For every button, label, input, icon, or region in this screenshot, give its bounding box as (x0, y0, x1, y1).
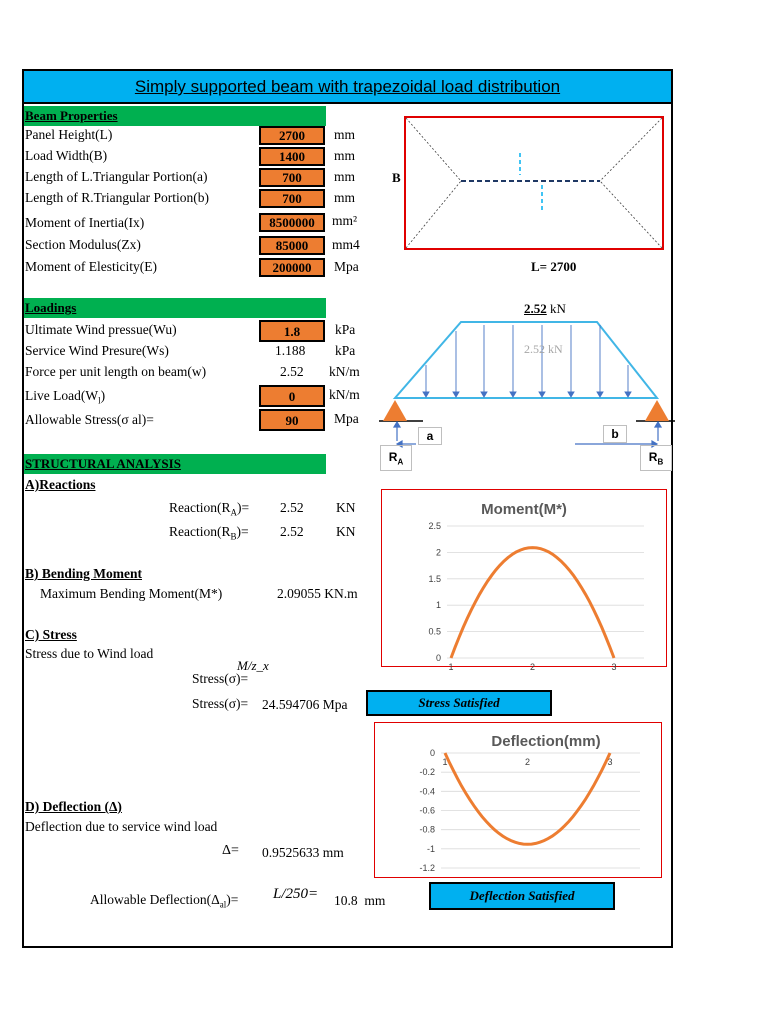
unit: mm (334, 127, 356, 142)
input-right-triangle[interactable]: 700 (259, 189, 325, 208)
y-tick-label: -0.8 (419, 824, 435, 835)
dimension-a-label: a (418, 427, 442, 445)
section-structural-analysis (24, 454, 326, 474)
input-section-modulus[interactable]: 85000 (259, 236, 325, 255)
deflection-value: 0.9525633 mm (262, 845, 344, 860)
reaction-a-label: $R_A$ (380, 445, 412, 471)
unit: mm4 (332, 237, 360, 252)
input-allowable-stress[interactable]: 90 (259, 409, 325, 431)
y-tick-label: 1.5 (428, 573, 441, 584)
section-beam-properties (24, 106, 326, 126)
y-tick-label: -0.2 (419, 767, 435, 778)
y-tick-label: 1 (435, 600, 441, 611)
y-tick-label: 2 (435, 547, 441, 558)
deflection-description: Deflection due to service wind load (25, 819, 218, 834)
row-label-elasticity: Moment of Elesticity(E) (25, 259, 157, 274)
moment-chart-plot (382, 490, 666, 672)
deflection-chart (374, 722, 662, 878)
y-tick-label: 2.5 (428, 521, 441, 531)
unit: Mpa (334, 259, 359, 274)
row-label-live-load: Live $Load(W_l)$ (25, 388, 106, 406)
panel-b-label: B (392, 170, 401, 185)
stress-equation-label: Stress(σ)= (192, 671, 249, 686)
y-tick-label: -0.4 (419, 786, 435, 797)
y-tick-label: 0 (429, 748, 435, 758)
unit: kPa (335, 322, 356, 337)
deflection-status-badge: Deflection Satisfied (429, 882, 615, 910)
x-tick-label: 3 (607, 757, 613, 767)
value-ws: 1.188 (275, 343, 306, 358)
reaction-b-label-text: $Reaction(R_B)=$ (169, 524, 249, 542)
stress-result-label: Stress(σ)= (192, 696, 249, 711)
y-tick-label: 0.5 (428, 626, 441, 637)
stress-value: 24.594706 Mpa (262, 697, 348, 712)
unit: mm (334, 169, 356, 184)
row-label-allowable-stress: Allowable Stress(σ al)= (25, 412, 154, 427)
unit: mm (334, 148, 356, 163)
row-label-section-modulus: Section Modulus(Zx) (25, 237, 141, 252)
x-tick-label: 1 (448, 662, 454, 672)
calculation-sheet (22, 69, 673, 948)
reaction-b-label: $R_B$ (640, 445, 672, 471)
unit: kPa (335, 343, 356, 358)
section-title: STRUCTURAL ANALYSIS (25, 456, 181, 471)
input-load-width[interactable]: 1400 (259, 147, 325, 166)
reaction-a-label-text: $Reaction(R_A)=$ (169, 500, 250, 518)
moment-label: Maximum Bending Moment(M*) (40, 586, 223, 601)
input-elasticity[interactable]: 200000 (259, 258, 325, 277)
y-tick-label: -0.6 (419, 805, 435, 816)
unit: Mpa (334, 411, 359, 426)
moment-chart (381, 489, 667, 672)
chart-title: Moment(M*) (481, 501, 567, 518)
stress-status-badge: Stress Satisfied (366, 690, 552, 716)
deflection-header: D) Deflection (Δ) (25, 799, 122, 814)
deflection-chart-plot (375, 723, 661, 877)
x-tick-label: 2 (524, 757, 531, 767)
allowable-deflection-formula: L/250= (273, 886, 319, 902)
panel-l-label: L= 2700 (531, 259, 577, 274)
stress-description: Stress due to Wind load (25, 646, 154, 661)
deflection-label: Δ= (222, 843, 239, 858)
input-panel-height[interactable]: 2700 (259, 126, 325, 145)
dimension-b-label: b (603, 425, 627, 443)
title-bar (24, 71, 671, 104)
row-label-w: Force per unit length on beam(w) (25, 364, 207, 379)
unit: kN/m (329, 364, 360, 379)
section-loadings (24, 298, 326, 318)
input-inertia[interactable]: 8500000 (259, 213, 325, 232)
y-tick-label: -1 (426, 843, 435, 854)
x-tick-label: 2 (529, 662, 536, 672)
y-tick-label: 0 (435, 653, 441, 663)
row-label-panel-height: Panel Height(L) (25, 127, 113, 142)
unit: mm (334, 190, 356, 205)
load-top-label: 2.52 kN (524, 301, 566, 316)
row-label-left-triangle: Length of L.Triangular Portion(a) (25, 169, 208, 184)
unit: KN (336, 524, 356, 539)
series-line (451, 548, 614, 658)
page-title: Simply supported beam with trapezoidal load distribution (134, 77, 561, 96)
unit: mm² (332, 213, 358, 228)
unit: kN/m (329, 387, 360, 402)
x-tick-label: 3 (611, 662, 617, 672)
unit: KN (336, 500, 356, 515)
allowable-deflection-label: Allowable $Deflection(\Delta_{al})=$ (90, 892, 239, 910)
row-label-ws: Service Wind Presure(Ws) (25, 343, 169, 358)
chart-title: Deflection(mm) (491, 733, 601, 750)
allowable-deflection-value: 10.8 mm (334, 893, 386, 908)
input-left-triangle[interactable]: 700 (259, 168, 325, 187)
input-wu[interactable]: 1.8 (259, 320, 325, 342)
moment-header: B) Bending Moment (25, 566, 143, 581)
reactions-header: A)Reactions (25, 477, 96, 492)
stress-formula: M/z_x (237, 658, 269, 673)
x-tick-label: 1 (442, 757, 448, 767)
y-tick-label: -1.2 (419, 863, 435, 873)
row-label-inertia: Moment of Inertia(Ix) (25, 215, 145, 230)
stress-header: C) Stress (25, 627, 77, 642)
row-label-load-width: Load Width(B) (25, 148, 108, 163)
input-live-load[interactable]: 0 (259, 385, 325, 407)
reaction-b-value: 2.52 (280, 524, 304, 539)
load-mid-label: 2.52 kN (524, 342, 563, 356)
section-title: Loadings (25, 300, 77, 315)
row-label-wu: Ultimate Wind pressue(Wu) (25, 322, 177, 337)
moment-value: 2.09055 KN.m (277, 586, 358, 601)
row-label-right-triangle: Length of R.Triangular Portion(b) (25, 190, 209, 205)
reaction-a-value: 2.52 (280, 500, 304, 515)
value-w: 2.52 (280, 364, 304, 379)
section-title: Beam Properties (25, 108, 118, 123)
